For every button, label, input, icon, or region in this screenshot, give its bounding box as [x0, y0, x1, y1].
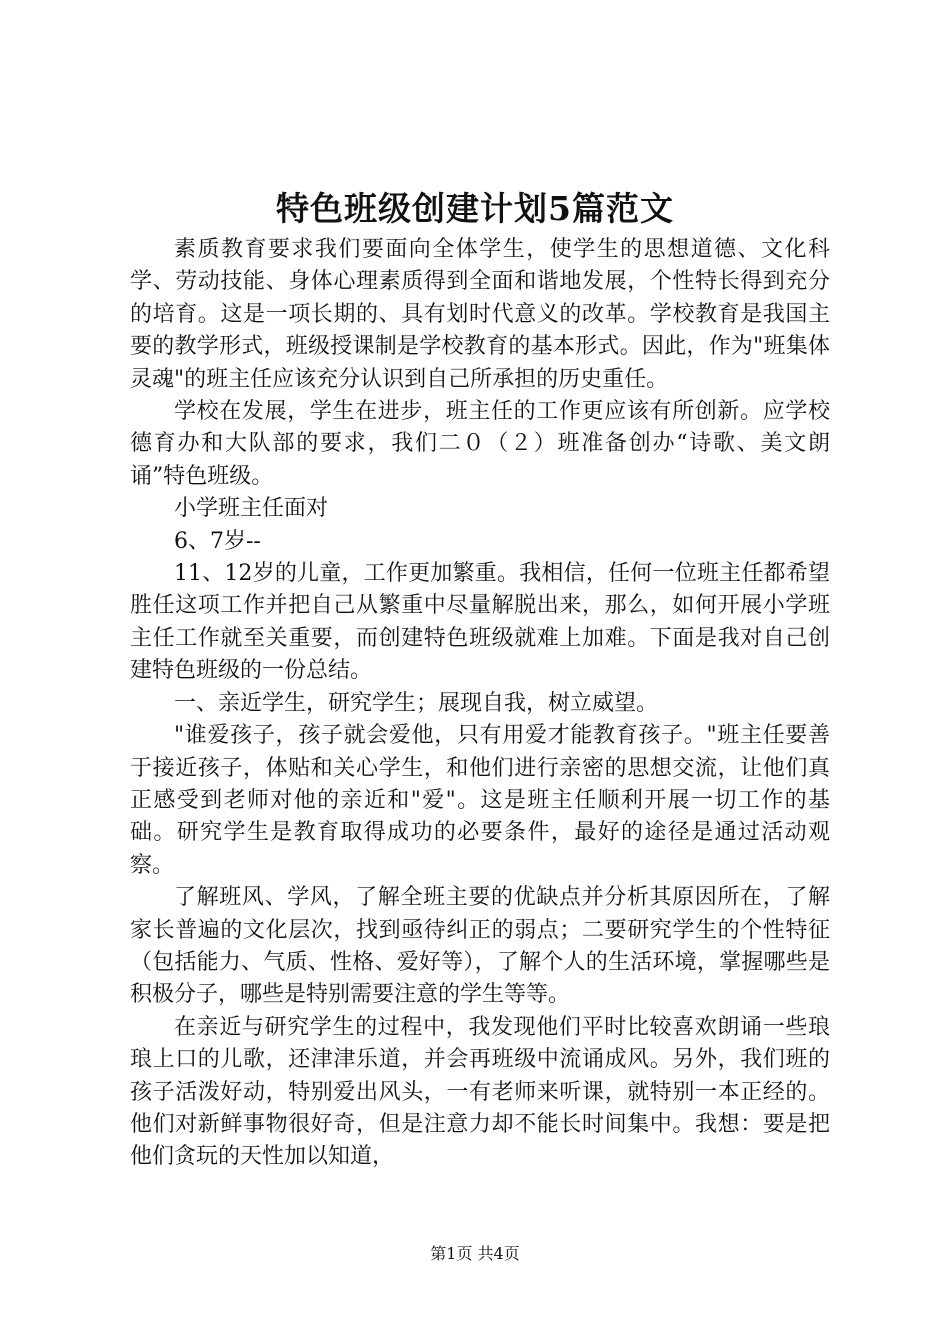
paragraph-1: 素质教育要求我们要面向全体学生，使学生的思想道德、文化科学、劳动技能、身体心理素质得到全面和谐地发展，个性特长得到充分的培育。这是一项长期的、具有划时代意义的改革。学校教育是我国主要的教学形式，班级授课制是学校教育的基本形式。因此，作为"班集体灵魂"的班主任应该充分认识到自己所承担的历史重任。	[130, 237, 830, 392]
document-title: 特色班级创建计划5篇范文	[276, 189, 674, 228]
paragraph-3: 小学班主任面对	[174, 496, 329, 522]
paragraph-2: 学校在发展，学生在进步，班主任的工作更应该有所创新。应学校德育办和大队部的要求，我们二０（２）班准备创办“诗歌、美文朗诵”特色班级。	[130, 399, 830, 489]
section-heading-1: 一、亲近学生，研究学生；展现自我，树立威望。	[174, 690, 659, 716]
paragraph-5: 11、12岁的儿童，工作更加繁重。我相信，任何一位班主任都希望胜任这项工作并把自己从繁重中尽量解脱出来，那么，如何开展小学班主任工作就至关重要，而创建特色班级就难上加难。下面是我对自己创建特色班级的一份总结。	[130, 561, 830, 684]
page-footer: 第1页 共4页	[430, 1244, 520, 1263]
paragraph-9: 在亲近与研究学生的过程中，我发现他们平时比较喜欢朗诵一些琅琅上口的儿歌，还津津乐道，并会再班级中流诵成风。另外，我们班的孩子活泼好动，特别爱出风头，一有老师来听课，就特别一本正经的。他们对新鲜事物很好奇，但是注意力却不能长时间集中。我想：要是把他们贪玩的天性加以知道，	[130, 1014, 830, 1170]
document-body	[130, 234, 830, 1174]
paragraph-4: 6、7岁--	[174, 528, 261, 554]
paragraph-8: 了解班风、学风，了解全班主要的优缺点并分析其原因所在，了解家长普遍的文化层次，找到亟待纠正的弱点；二要研究学生的个性特征（包括能力、气质、性格、爱好等），了解个人的生活环境，掌握哪些是积极分子，哪些是特别需要注意的学生等等。	[130, 885, 830, 1008]
paragraph-7: "谁爱孩子，孩子就会爱他，只有用爱才能教育孩子。"班主任要善于接近孩子，体贴和关心学生，和他们进行亲密的思想交流，让他们真正感受到老师对他的亲近和"爱"。这是班主任顺利开展一切工作的基础。研究学生是教育取得成功的必要条件，最好的途径是通过活动观察。	[130, 723, 830, 878]
